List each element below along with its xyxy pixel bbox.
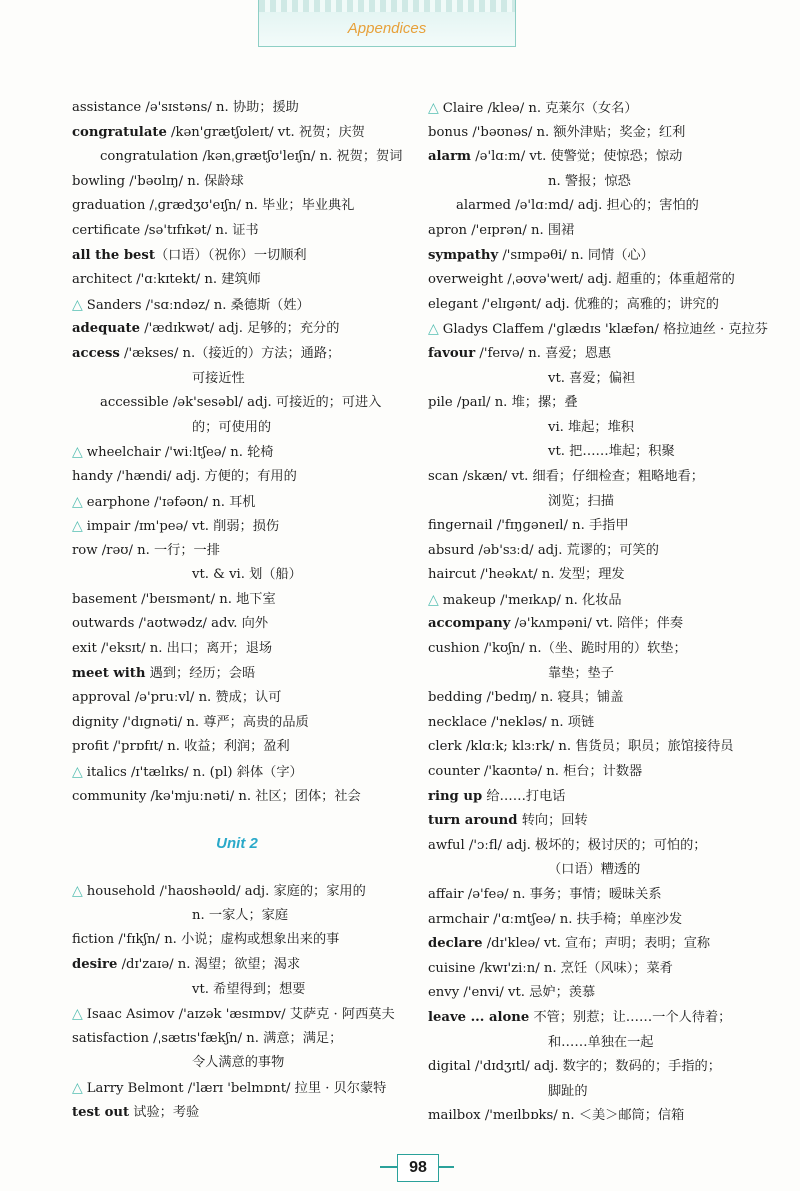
vocab-entry: meet with 遇到；经历；会晤 bbox=[72, 665, 256, 681]
right-column bbox=[428, 96, 768, 1129]
vocab-entry: cuisine /kwɪ'ziːn/ n. 烹饪（风味）；菜肴 bbox=[428, 960, 673, 976]
section-title: Appendices bbox=[347, 20, 427, 37]
vocab-entry: affair /ə'feə/ n. 事务；事情；暧昧关系 bbox=[428, 887, 662, 902]
headword: favour bbox=[428, 345, 476, 361]
vocab-entry: certificate /sə'tɪfɪkət/ n. 证书 bbox=[72, 222, 259, 238]
vocab-entry: approval /ə'pruːvl/ n. 赞成；认可 bbox=[72, 690, 282, 706]
vocab-entry: exit /'eksɪt/ n. 出口；离开；退场 bbox=[72, 641, 273, 657]
headword: all the best bbox=[72, 247, 155, 263]
headword: accompany bbox=[428, 616, 511, 632]
vocab-entry: vt. 喜爱；偏袒 bbox=[548, 370, 636, 386]
vocab-entry: scan /skæn/ vt. 细看；仔细检查；粗略地看； bbox=[428, 468, 704, 484]
vocab-entry: basement /'beɪsmənt/ n. 地下室 bbox=[72, 591, 276, 607]
page-number: 98 bbox=[397, 1154, 439, 1182]
vocab-entry: dignity /'dɪɡnəti/ n. 尊严；高贵的品质 bbox=[72, 714, 309, 730]
vocab-entry: △ Gladys Claffem /'ɡlædɪs 'klæfən/ 格拉迪丝 · 克拉芬 bbox=[428, 321, 768, 338]
vocab-entry: 的；可使用的 bbox=[192, 419, 272, 435]
headword: meet with bbox=[72, 665, 146, 681]
headword: leave ... alone bbox=[428, 1009, 530, 1025]
headword: desire bbox=[72, 957, 118, 972]
triangle-icon: △ bbox=[72, 493, 83, 510]
vocab-entry: n. 一家人；家庭 bbox=[192, 907, 289, 923]
vocab-entry: fingernail /'fɪŋɡəneɪl/ n. 手指甲 bbox=[428, 518, 629, 534]
vocab-entry: alarm /ə'lɑːm/ vt. 使警觉；使惊恐；惊动 bbox=[428, 149, 683, 165]
vocab-entry: 可接近性 bbox=[192, 370, 245, 386]
vocab-entry: △ italics /ɪ'tælɪks/ n. (pl) 斜体（字） bbox=[72, 764, 303, 781]
vocab-entry: test out 试验；考验 bbox=[72, 1104, 200, 1120]
headword: adequate bbox=[72, 321, 140, 337]
vocab-entry: vt. & vi. 划（船） bbox=[192, 567, 302, 583]
triangle-icon: △ bbox=[72, 444, 83, 461]
vocab-entry: graduation /ˌɡrædʒʊ'eɪʃn/ n. 毕业；毕业典礼 bbox=[72, 198, 355, 214]
vocab-entry: overweight /ˌəʊvə'weɪt/ adj. 超重的；体重超常的 bbox=[428, 272, 735, 288]
vocab-entry: pile /paɪl/ n. 堆；摞；叠 bbox=[428, 395, 578, 411]
vocab-entry: haircut /'heəkʌt/ n. 发型；理发 bbox=[428, 567, 625, 583]
vocab-entry: bowling /'bəʊlɪŋ/ n. 保龄球 bbox=[72, 173, 244, 189]
vocab-entry: accessible /ək'sesəbl/ adj. 可接近的；可进入 bbox=[100, 395, 382, 411]
vocab-entry: 靠垫；垫子 bbox=[548, 665, 614, 681]
vocab-entry: △ earphone /'ɪəfəʊn/ n. 耳机 bbox=[72, 493, 256, 510]
triangle-icon: △ bbox=[428, 321, 439, 338]
vocab-entry: armchair /'ɑːmtʃeə/ n. 扶手椅；单座沙发 bbox=[428, 911, 683, 927]
triangle-icon: △ bbox=[72, 518, 83, 535]
vocab-entry: mailbox /'meɪlbɒks/ n. ＜美＞邮筒；信箱 bbox=[428, 1108, 685, 1124]
vocab-entry: vt. 希望得到；想要 bbox=[192, 981, 306, 997]
vocab-entry: （口语）糟透的 bbox=[548, 862, 641, 878]
vocab-entry: access /'ækses/ n.（接近的）方法；通路； bbox=[72, 345, 341, 361]
vocab-entry: favour /'feɪvə/ n. 喜爱；恩惠 bbox=[428, 345, 612, 361]
vocab-entry: 和……单独在一起 bbox=[548, 1034, 654, 1050]
headword: ring up bbox=[428, 788, 483, 804]
headword: turn around bbox=[428, 813, 518, 829]
triangle-icon: △ bbox=[72, 764, 83, 781]
vocab-entry: ring up 给……打电话 bbox=[428, 788, 566, 804]
vocab-entry: △ makeup /'meɪkʌp/ n. 化妆品 bbox=[428, 591, 622, 608]
vocab-entry: handy /'hændi/ adj. 方便的；有用的 bbox=[72, 468, 297, 484]
triangle-icon: △ bbox=[72, 1006, 83, 1023]
vocab-entry: profit /'prɒfɪt/ n. 收益；利润；盈利 bbox=[72, 739, 290, 755]
vocab-entry: elegant /'elɪɡənt/ adj. 优雅的；高雅的；讲究的 bbox=[428, 296, 719, 312]
triangle-icon: △ bbox=[72, 296, 83, 313]
vocab-entry: vt. 把……堆起；积聚 bbox=[548, 444, 675, 460]
vocab-entry: architect /'ɑːkɪtekt/ n. 建筑师 bbox=[72, 272, 261, 288]
vocab-entry: turn around 转向；回转 bbox=[428, 813, 588, 829]
vocab-entry: apron /'eɪprən/ n. 围裙 bbox=[428, 222, 575, 238]
vocab-entry: awful /'ɔːfl/ adj. 极坏的；极讨厌的；可怕的； bbox=[428, 837, 707, 853]
vocab-entry: 浏览；扫描 bbox=[548, 493, 614, 509]
headword: test out bbox=[72, 1104, 130, 1120]
vocab-entry: row /rəʊ/ n. 一行；一排 bbox=[72, 542, 220, 558]
vocab-entry: desire /dɪ'zaɪə/ n. 渴望；欲望；渴求 bbox=[72, 957, 301, 972]
vocab-entry: △ Isaac Asimov /'aɪzək 'æsɪmɒv/ 艾萨克 · 阿西莫夫 bbox=[72, 1006, 395, 1023]
vocab-entry: △ Sanders /'sɑːndəz/ n. 桑德斯（姓） bbox=[72, 296, 310, 313]
headword: declare bbox=[428, 936, 483, 952]
triangle-icon: △ bbox=[72, 883, 83, 900]
vocab-entry: bedding /'bedɪŋ/ n. 寝具；铺盖 bbox=[428, 690, 624, 706]
vocab-entry: bonus /'bəʊnəs/ n. 额外津贴；奖金；红利 bbox=[428, 124, 686, 140]
headword: alarm bbox=[428, 149, 472, 165]
vocab-entry: community /kə'mjuːnəti/ n. 社区；团体；社会 bbox=[72, 788, 361, 804]
headword: congratulate bbox=[72, 124, 167, 140]
vocab-entry: n. 警报；惊恐 bbox=[548, 173, 631, 189]
vocab-entry: sympathy /'sɪmpəθi/ n. 同情（心） bbox=[428, 247, 654, 263]
vocab-entry: adequate /'ædɪkwət/ adj. 足够的；充分的 bbox=[72, 321, 340, 337]
vocab-entry: digital /'dɪdʒɪtl/ adj. 数字的；数码的；手指的； bbox=[428, 1059, 721, 1075]
headword: access bbox=[72, 345, 120, 361]
vocab-entry: counter /'kaʊntə/ n. 柜台；计数器 bbox=[428, 764, 643, 780]
vocab-entry: congratulate /kən'ɡrætʃʊleɪt/ vt. 祝贺；庆贺 bbox=[72, 124, 365, 140]
vocab-entry: △ impair /ɪm'peə/ vt. 削弱；损伤 bbox=[72, 518, 280, 535]
vocab-entry: alarmed /ə'lɑːmd/ adj. 担心的；害怕的 bbox=[456, 198, 699, 214]
vocab-entry: necklace /'nekləs/ n. 项链 bbox=[428, 714, 595, 730]
vocab-entry: satisfaction /ˌsætɪs'fækʃn/ n. 满意；满足； bbox=[72, 1030, 343, 1046]
vocab-entry: envy /'envi/ vt. 忌妒；羡慕 bbox=[428, 985, 596, 1001]
vocab-entry: 脚趾的 bbox=[548, 1083, 588, 1099]
unit-heading: Unit 2 bbox=[216, 835, 258, 853]
vocab-entry: clerk /klɑːk; klɜːrk/ n. 售货员；职员；旅馆接待员 bbox=[428, 739, 734, 755]
vocab-entry: assistance /ə'sɪstəns/ n. 协助；援助 bbox=[72, 100, 299, 115]
triangle-icon: △ bbox=[428, 591, 439, 608]
vocab-entry: cushion /'kʊʃn/ n.（坐、跪时用的）软垫； bbox=[428, 641, 687, 657]
vocab-entry: vi. 堆起；堆积 bbox=[548, 419, 634, 435]
vocab-entry: congratulation /kənˌɡrætʃʊ'leɪʃn/ n. 祝贺；贺词 bbox=[100, 149, 403, 165]
vocab-entry: 令人满意的事物 bbox=[192, 1055, 285, 1071]
headword: sympathy bbox=[428, 247, 499, 263]
vocab-entry: absurd /əb'sɜːd/ adj. 荒谬的；可笑的 bbox=[428, 542, 659, 558]
vocab-entry: leave ... alone 不管；别惹；让……一个人待着； bbox=[428, 1009, 732, 1025]
triangle-icon: △ bbox=[72, 1079, 83, 1096]
vocab-entry: △ Claire /kleə/ n. 克莱尔（女名） bbox=[428, 100, 638, 116]
left-column bbox=[72, 96, 402, 1125]
vocab-entry: outwards /'aʊtwədz/ adv. 向外 bbox=[72, 616, 269, 632]
vocab-entry: accompany /ə'kʌmpəni/ vt. 陪伴；伴奏 bbox=[428, 616, 684, 632]
vocab-entry: △ Larry Belmont /'lærɪ 'belmɒnt/ 拉里 · 贝尔蒙特 bbox=[72, 1079, 387, 1096]
vocab-entry: △ household /'haʊshəʊld/ adj. 家庭的；家用的 bbox=[72, 883, 366, 900]
header-band bbox=[258, 0, 516, 47]
triangle-icon: △ bbox=[428, 100, 439, 116]
vocab-entry: fiction /'fɪkʃn/ n. 小说；虚构或想象出来的事 bbox=[72, 932, 340, 948]
vocab-entry: all the best（口语）（祝你）一切顺利 bbox=[72, 247, 307, 263]
vocab-entry: △ wheelchair /'wiːltʃeə/ n. 轮椅 bbox=[72, 444, 274, 461]
vocab-entry: declare /dɪ'kleə/ vt. 宣布；声明；表明；宣称 bbox=[428, 936, 711, 952]
